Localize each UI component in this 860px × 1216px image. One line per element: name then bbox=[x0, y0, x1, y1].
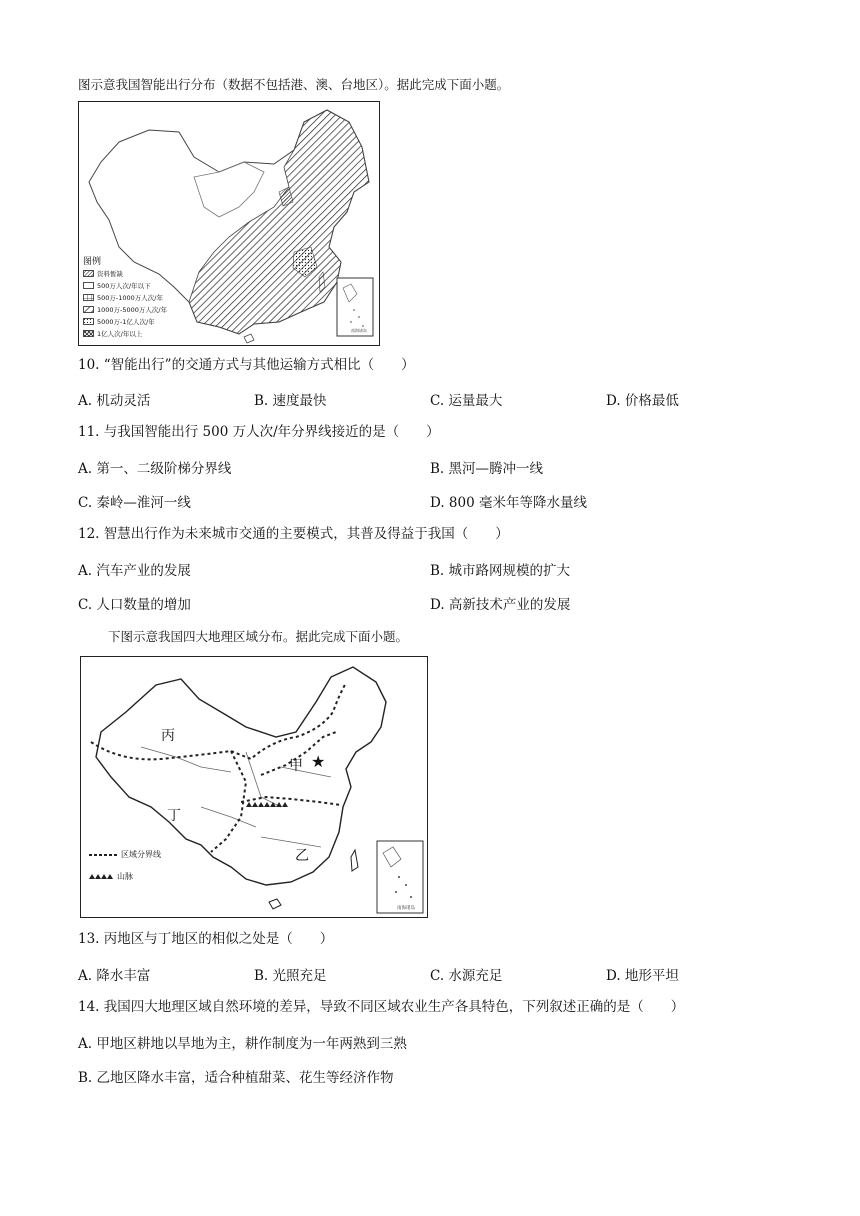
region-boundary-tibet bbox=[211, 751, 246, 852]
option-c[interactable]: C. 水源充足 bbox=[430, 968, 503, 984]
star-marker: ★ bbox=[311, 752, 326, 771]
question-12-options-row2 bbox=[78, 593, 820, 611]
intro-text-2: 下图示意我国四大地理区域分布。据此完成下面小题。 bbox=[108, 629, 409, 644]
option-d[interactable]: D. 价格最低 bbox=[606, 393, 679, 409]
option-b[interactable]: B. 乙地区降水丰富，适合种植甜菜、花生等经济作物 bbox=[78, 1070, 394, 1086]
question-10-stem: 10. “智能出行”的交通方式与其他运输方式相比（ ） bbox=[78, 357, 415, 373]
smart-travel-map bbox=[78, 101, 380, 346]
legend-swatch-blank bbox=[83, 282, 94, 289]
legend-mountain-swatch bbox=[89, 874, 113, 879]
legend-item bbox=[83, 279, 203, 291]
option-a[interactable]: A. 降水丰富 bbox=[78, 968, 151, 984]
legend-swatch-dense-hatch bbox=[83, 270, 94, 277]
legend-item bbox=[83, 315, 203, 327]
legend-swatch-cross bbox=[83, 330, 94, 337]
region-label-ding: 丁 bbox=[167, 808, 181, 824]
legend-label: 1000万-5000万人次/年 bbox=[97, 305, 168, 314]
question-14-stem: 14. 我国四大地理区域自然环境的差异，导致不同区域农业生产各具特色，下列叙述正确的是（ ） bbox=[78, 999, 685, 1015]
option-c[interactable]: C. 运量最大 bbox=[430, 393, 503, 409]
option-b[interactable]: B. 黑河—腾冲一线 bbox=[430, 461, 544, 477]
four-regions-map bbox=[80, 656, 428, 918]
question-11-options-row2 bbox=[78, 491, 820, 509]
inset-caption: 南海诸岛 bbox=[397, 906, 415, 911]
island-hainan bbox=[244, 334, 254, 343]
question-12-stem: 12. 智慧出行作为未来城市交通的主要模式，其普及得益于我国（ ） bbox=[78, 526, 509, 542]
region-label-jia: 甲 bbox=[289, 758, 303, 774]
legend-label: 500万-1000万人次/年 bbox=[97, 293, 163, 302]
option-d[interactable]: D. 800 毫米年等降水量线 bbox=[430, 495, 587, 511]
legend-label: 资料暂缺 bbox=[97, 269, 123, 278]
legend-boundary-label: 区域分界线 bbox=[121, 850, 161, 859]
legend-mountain-label: 山脉 bbox=[117, 872, 133, 881]
legend-item bbox=[83, 303, 203, 315]
option-c[interactable]: C. 人口数量的增加 bbox=[78, 597, 191, 613]
mountain-range bbox=[246, 802, 288, 807]
option-b[interactable]: B. 光照充足 bbox=[254, 968, 327, 984]
legend-label: 500万人次/年以下 bbox=[97, 281, 151, 290]
option-c[interactable]: C. 秦岭—淮河一线 bbox=[78, 495, 191, 511]
option-a[interactable]: A. 汽车产业的发展 bbox=[78, 563, 191, 579]
legend-swatch-grid bbox=[83, 294, 94, 301]
intro-text-1: 图示意我国智能出行分布（数据不包括港、澳、台地区）。据此完成下面小题。 bbox=[78, 77, 510, 92]
option-d[interactable]: D. 高新技术产业的发展 bbox=[430, 597, 571, 613]
legend-title: 图例 bbox=[83, 257, 102, 267]
island-taiwan bbox=[351, 850, 358, 871]
legend-swatch-dots bbox=[83, 318, 94, 325]
question-13-options bbox=[78, 964, 820, 982]
question-14-option-a-row bbox=[78, 1032, 820, 1050]
legend-item bbox=[83, 267, 203, 279]
option-b[interactable]: B. 城市路网规模的扩大 bbox=[430, 563, 571, 579]
option-a[interactable]: A. 第一、二级阶梯分界线 bbox=[78, 461, 232, 477]
option-d[interactable]: D. 地形平坦 bbox=[606, 968, 679, 984]
region-gansu-strip bbox=[194, 162, 264, 217]
region-label-yi: 乙 bbox=[295, 848, 309, 864]
legend-label: 5000万-1亿人次/年 bbox=[97, 317, 155, 326]
option-a[interactable]: A. 机动灵活 bbox=[78, 393, 151, 409]
legend-label: 1亿人次/年以上 bbox=[97, 329, 143, 338]
question-12-options-row1 bbox=[78, 559, 820, 577]
question-11-options-row1 bbox=[78, 457, 820, 475]
legend-item bbox=[83, 291, 203, 303]
inset-caption: 南海诸岛 bbox=[351, 328, 367, 333]
question-11-stem: 11. 与我国智能出行 500 万人次/年分界线接近的是（ ） bbox=[78, 424, 440, 440]
region-boundary-north-south bbox=[91, 683, 346, 759]
question-10-options bbox=[78, 389, 820, 407]
question-13-stem: 13. 丙地区与丁地区的相似之处是（ ） bbox=[78, 931, 334, 947]
region-label-bing: 丙 bbox=[161, 728, 175, 744]
island-hainan bbox=[269, 899, 281, 909]
legend bbox=[83, 267, 203, 339]
question-14-option-b-row bbox=[78, 1066, 820, 1084]
legend-item bbox=[83, 327, 203, 339]
option-b[interactable]: B. 速度最快 bbox=[254, 393, 327, 409]
legend-swatch-diagonal bbox=[83, 306, 94, 313]
option-a[interactable]: A. 甲地区耕地以旱地为主，耕作制度为一年两熟到三熟 bbox=[78, 1036, 407, 1052]
